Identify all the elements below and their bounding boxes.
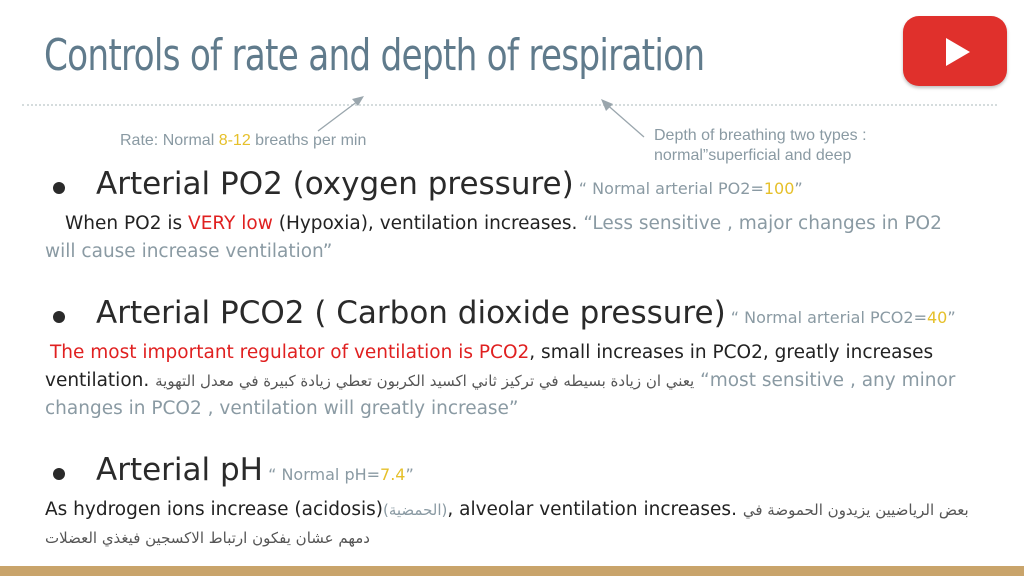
paragraph-po2 bbox=[45, 210, 975, 266]
heading-po2-text: Arterial PO2 (oxygen pressure) bbox=[96, 166, 574, 202]
pco2-normal-value: 40 bbox=[926, 308, 948, 327]
youtube-play-icon[interactable] bbox=[903, 16, 1007, 86]
ph-rest: , alveolar ventilation increases. bbox=[447, 499, 737, 520]
po2-normal-suffix: ” bbox=[794, 179, 803, 198]
rate-note-value: 8-12 bbox=[218, 132, 251, 149]
pco2-normal-prefix: “ Normal arterial PCO2= bbox=[725, 308, 927, 327]
pco2-rest: , small increases in PCO2, greatly increases ventilation. bbox=[45, 342, 934, 391]
page-title: Controls of rate and depth of respiration bbox=[44, 30, 705, 81]
footer-bar bbox=[0, 566, 1024, 576]
po2-normal-value: 100 bbox=[763, 179, 795, 198]
bullet-ph bbox=[53, 468, 65, 480]
bullet-pco2 bbox=[53, 311, 65, 323]
po2-normal-prefix: “ Normal arterial PO2= bbox=[573, 179, 764, 198]
pco2-key-statement: The most important regulator of ventilation is PCO2 bbox=[50, 342, 530, 363]
pco2-arabic-note: يعني ان زيادة بسيطه في تركيز ثاني اكسيد الكربون تعطي زيادة كبيرة في معدل التهوية bbox=[155, 372, 695, 390]
rate-note bbox=[120, 131, 366, 151]
heading-ph-text: Arterial pH bbox=[96, 452, 263, 488]
paragraph-pco2 bbox=[45, 339, 975, 423]
heading-pco2-text: Arterial PCO2 ( Carbon dioxide pressure) bbox=[96, 295, 726, 331]
rate-note-prefix: Rate: Normal bbox=[120, 132, 219, 149]
po2-note: “Less sensitive , major changes in PO2 will cause increase ventilation” bbox=[45, 213, 942, 262]
depth-note-line2: normal”superficial and deep bbox=[654, 147, 852, 164]
bullet-po2 bbox=[53, 182, 65, 194]
ph-arabic-paren: (الحمضية) bbox=[382, 501, 448, 519]
paragraph-ph bbox=[45, 496, 975, 552]
title-divider bbox=[22, 104, 997, 106]
depth-note-line1: Depth of breathing two types : bbox=[654, 127, 867, 144]
ph-arabic-note: بعض الرياضيين يزيدون الحموضة في دمهم عشان يفكون ارتباط الاكسجين فيغذي العضلات bbox=[45, 501, 969, 547]
rate-note-suffix: breaths per min bbox=[250, 132, 367, 149]
ph-normal-prefix: “ Normal pH= bbox=[263, 465, 381, 484]
pco2-note: “most sensitive , any minor changes in PCO2 , ventilation will greatly increase” bbox=[45, 370, 956, 419]
ph-start: As hydrogen ions increase (acidosis) bbox=[45, 499, 383, 520]
ph-normal-value: 7.4 bbox=[380, 465, 406, 484]
po2-very-low: VERY low bbox=[188, 213, 273, 234]
heading-po2 bbox=[96, 166, 803, 202]
po2-when: When PO2 is bbox=[65, 213, 189, 234]
heading-pco2 bbox=[96, 295, 956, 331]
ph-normal-suffix: ” bbox=[405, 465, 414, 484]
heading-ph bbox=[96, 452, 414, 488]
po2-rest: (Hypoxia), ventilation increases. bbox=[272, 213, 584, 234]
pco2-normal-suffix: ” bbox=[947, 308, 956, 327]
depth-note bbox=[654, 126, 867, 166]
